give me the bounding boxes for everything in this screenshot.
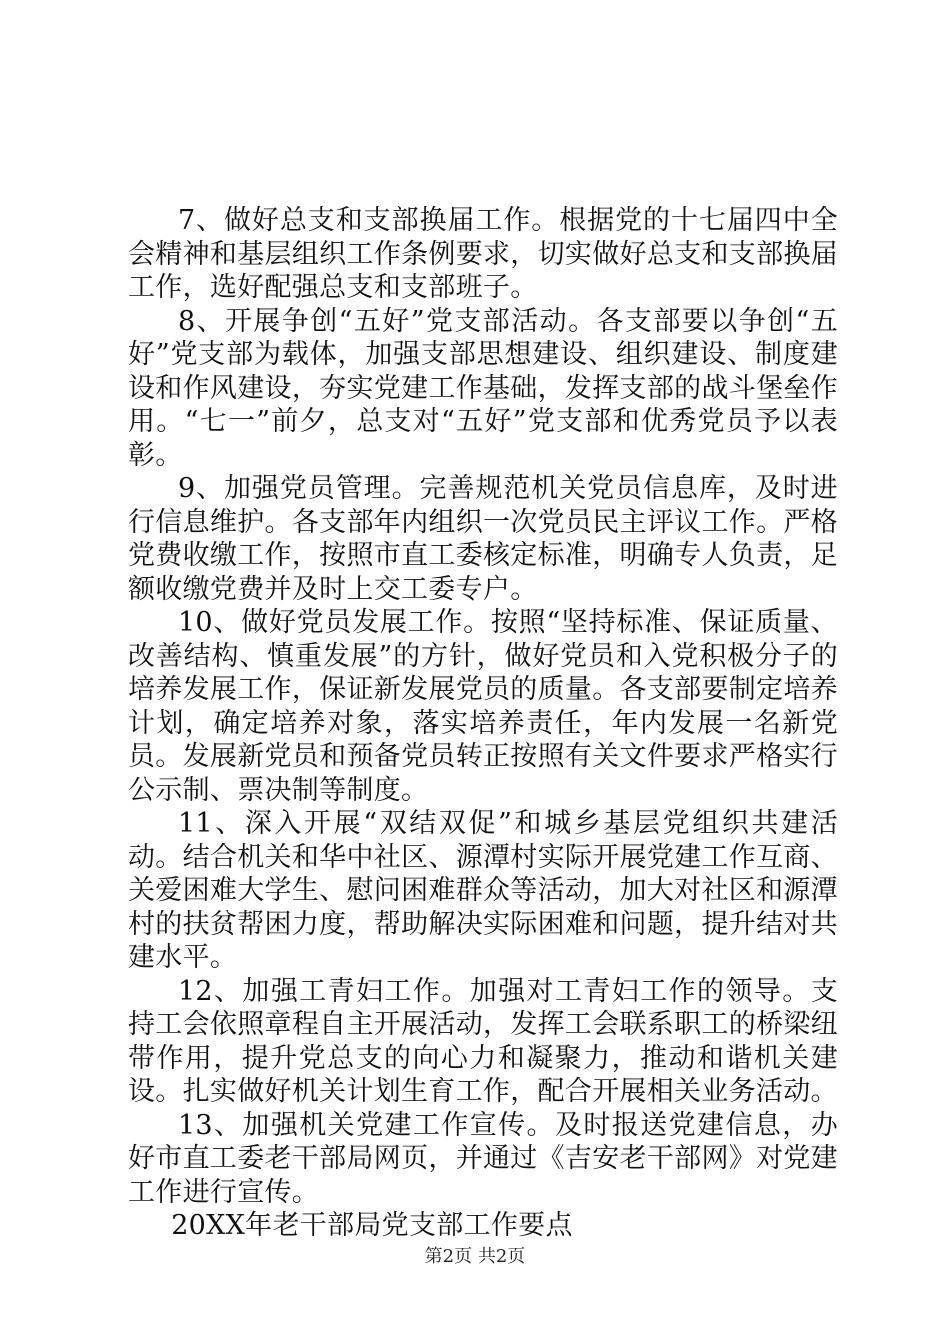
paragraph-item-7: 7、做好总支和支部换届工作。根据党的十七届四中全会精神和基层组织工作条例要求，切实做好总支和支部换届工作，选好配强总支和支部班子。 — [128, 205, 838, 303]
paragraph-item-13: 13、加强机关党建工作宣传。及时报送党建信息，办好市直工委老干部局网页，并通过《吉安老干部网》对党建工作进行宣传。 — [128, 1109, 838, 1208]
document-body — [128, 204, 838, 1243]
closing-title: 20XX年老干部局党支部工作要点 — [171, 1210, 573, 1241]
paragraph-item-11: 11、深入开展“双结双促”和城乡基层党组织共建活动。结合机关和华中社区、源潭村实际开展党建工作互商、关爱困难大学生、慰问困难群众等活动，加大对社区和源潭村的扶贫帮困力度，帮助解决实际困难和问题，提升结对共建水平。 — [128, 808, 838, 973]
paragraph-item-12: 12、加强工青妇工作。加强对工青妇工作的领导。支持工会依照章程自主开展活动，发挥工会联系职工的桥梁纽带作用，提升党总支的向心力和凝聚力，推动和谐机关建设。扎实做好机关计划生育工作，配合开展相关业务活动。 — [128, 975, 838, 1107]
page-number-footer: 第2页 共2页 — [424, 1246, 526, 1267]
paragraph-item-9: 9、加强党员管理。完善规范机关党员信息库，及时进行信息维护。各支部年内组织一次党员民主评议工作。严格党费收缴工作，按照市直工委核定标准，明确专人负责，足额收缴党费并及时上交工委专户。 — [128, 473, 838, 605]
paragraph-item-10: 10、做好党员发展工作。按照“坚持标准、保证质量、改善结构、慎重发展”的方针，做好党员和入党积极分子的培养发展工作，保证新发展党员的质量。各支部要制定培养计划，确定培养对象，落实培养责任，年内发展一名新党员。发展新党员和预备党员转正按照有关文件要求严格实行公示制、票决制等制度。 — [128, 607, 838, 806]
paragraph-item-8: 8、开展争创“五好”党支部活动。各支部要以争创“五好”党支部为载体，加强支部思想建设、组织建设、制度建设和作风建设，夯实党建工作基础，发挥支部的战斗堡垒作用。“七一”前夕，总支对“五好”党支部和优秀党员予以表彰。 — [128, 305, 838, 471]
